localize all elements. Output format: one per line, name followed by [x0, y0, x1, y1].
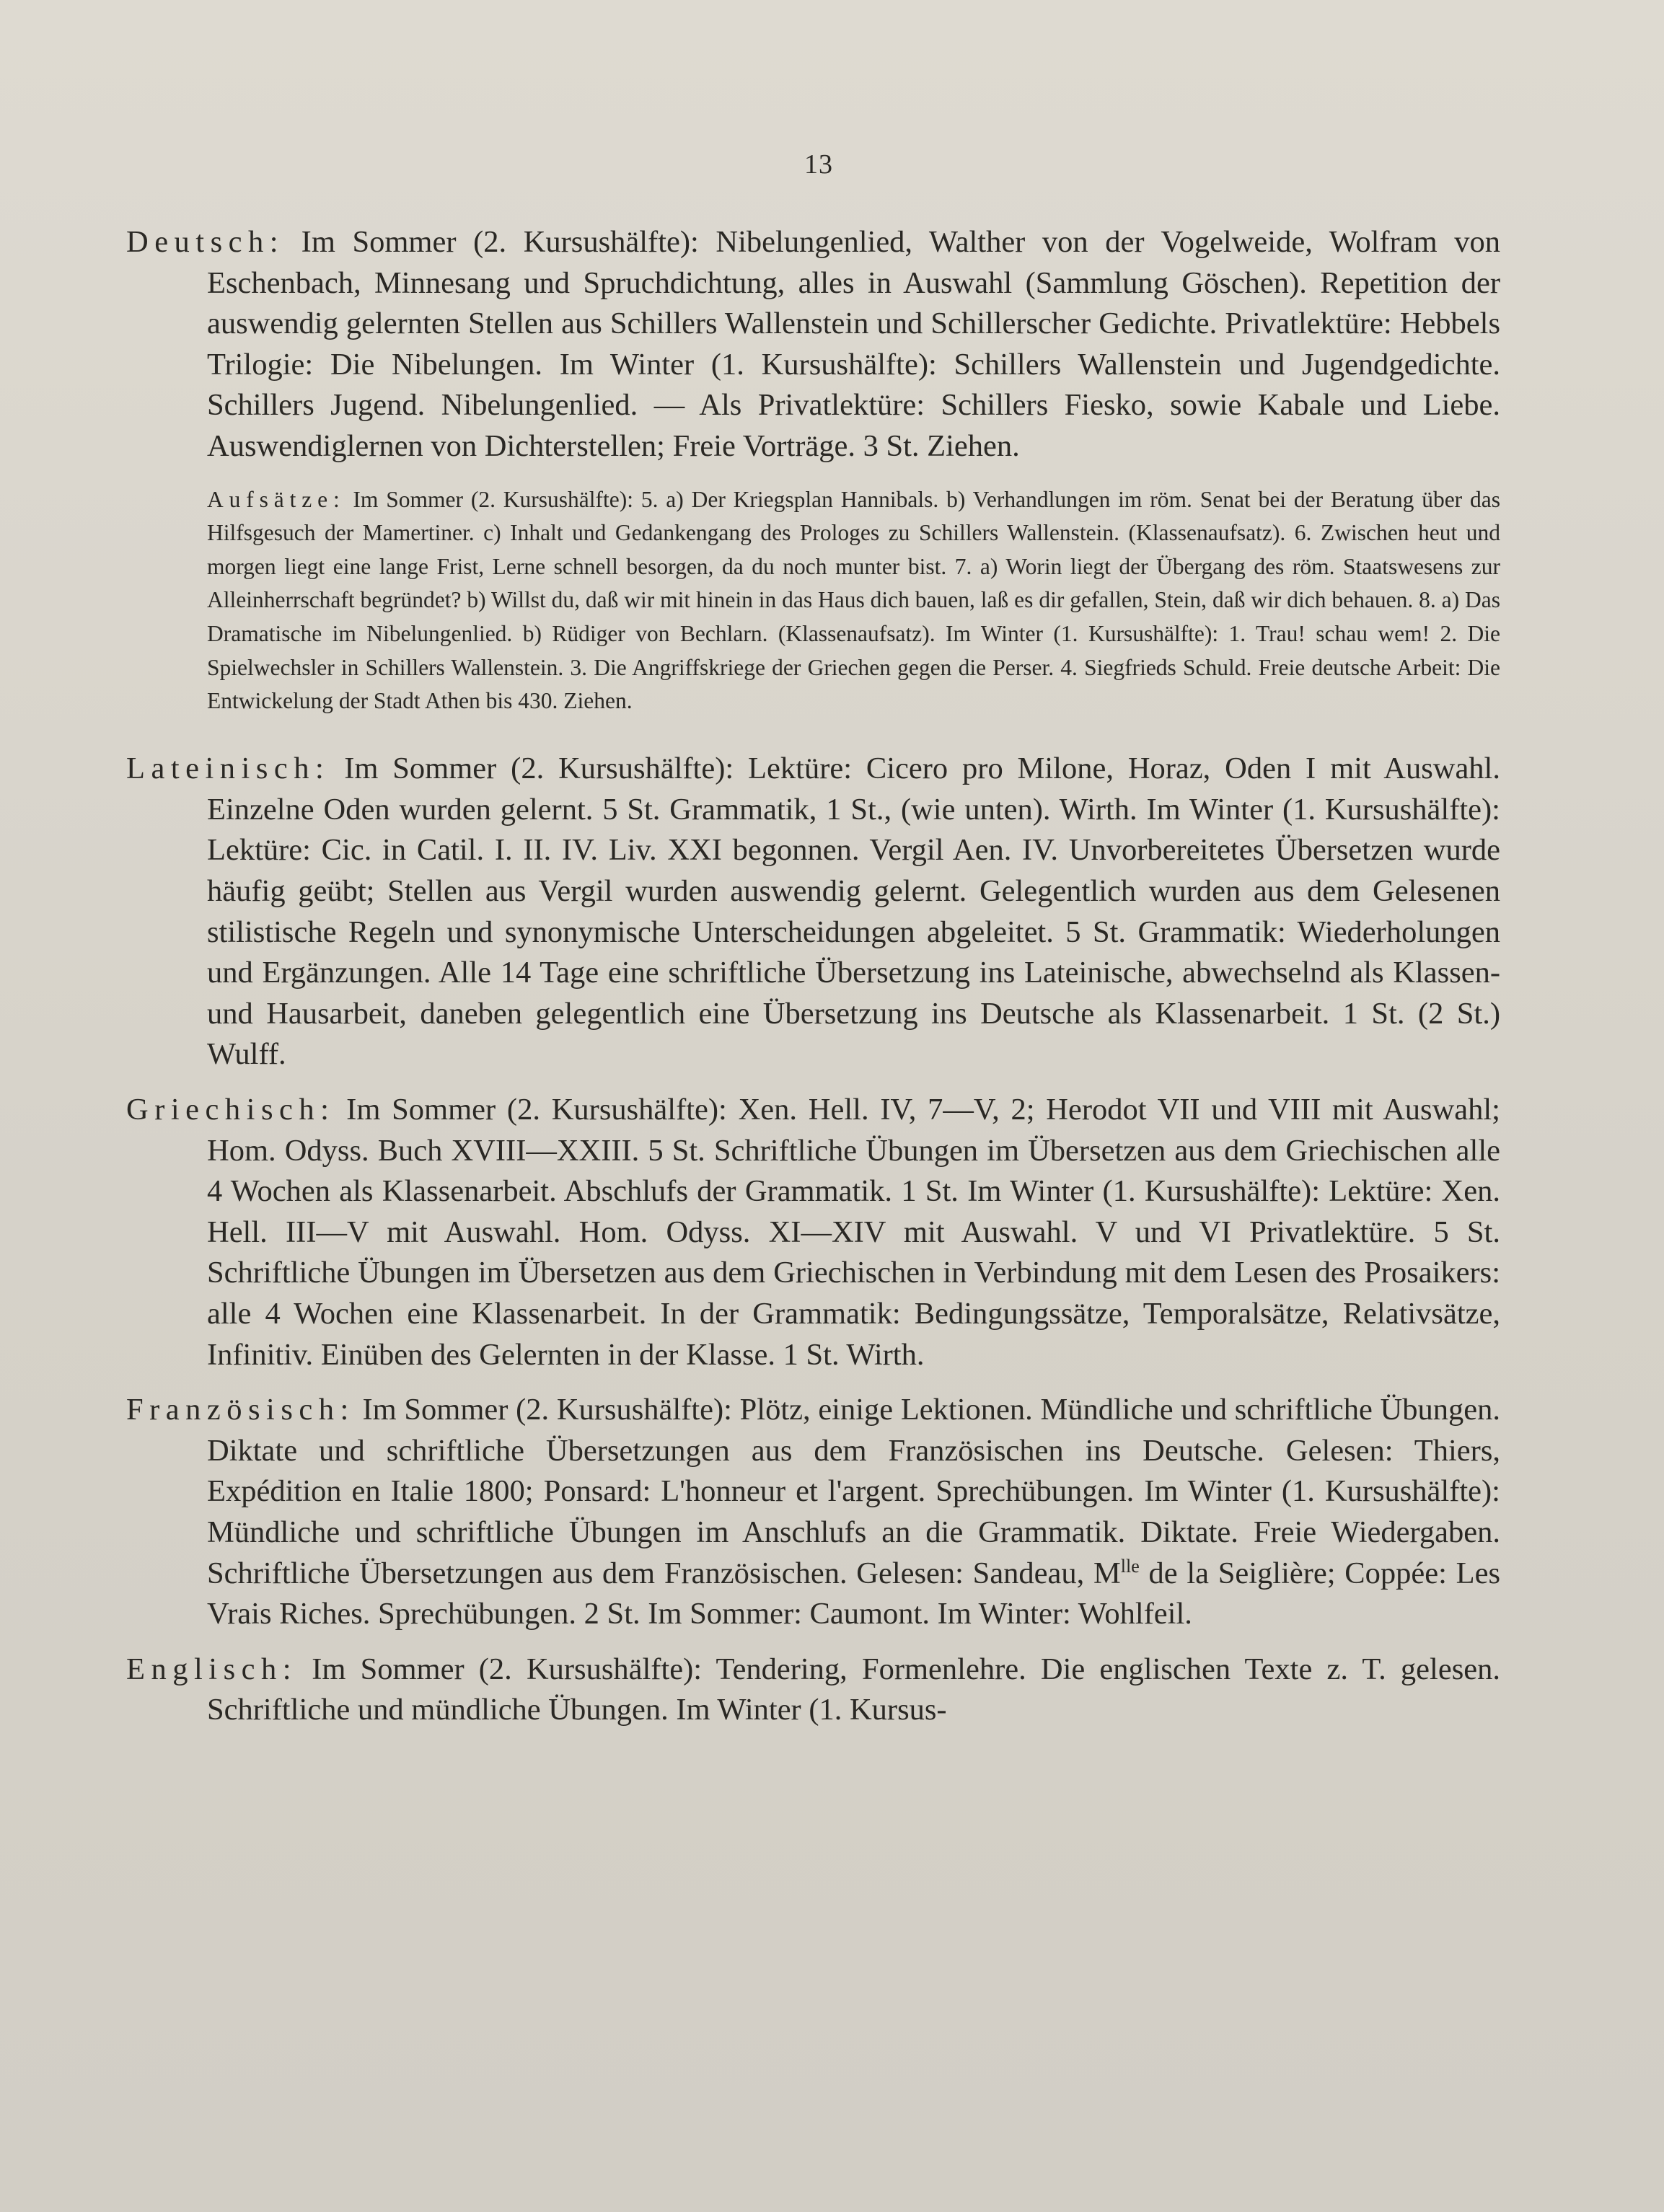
- section-text-lateinisch: Im Sommer (2. Kursushälfte): Lektüre: Cicero pro Milone, Horaz, Oden I mit Auswahl. Einzelne Oden wurden gelernt. 5 St. Grammatik, 1 St., (wie unten). Wirth. Im Winter (1. Kursushälfte): Lektüre: Cic. in Catil. I. II. IV. Liv. XXI begonnen. Vergil Aen. IV. Unvorbereitetes Übersetzen wurde häufig geübt; Stellen aus Vergil wurden auswendig gelernt. Gelegentlich wurden aus dem Gelesenen stilistische Regeln und synonymische Unterscheidungen abgeleitet. 5 St. Grammatik: Wiederholungen und Ergänzungen. Alle 14 Tage eine schriftliche Übersetzung ins Lateinische, abwechselnd als Klassen- und Hausarbeit, daneben gelegentlich eine Übersetzung ins Deutsche als Klassenarbeit. 1 St. (2 St.) Wulff.: [207, 752, 1500, 1072]
- section-lateinisch: [126, 749, 1500, 1075]
- page-body: [126, 222, 1500, 1731]
- section-text-franzoesisch-part2: de la Seiglière; Coppée: Les Vrais Riches. Sprechübungen. 2 St. Im Sommer: Caumont. Im Winter: Wohlfeil.: [207, 1556, 1500, 1631]
- section-text-deutsch: Im Sommer (2. Kursushälfte): Nibelungenlied, Walther von der Vogelweide, Wolfram von Eschenbach, Minnesang und Spruchdichtung, alles in Auswahl (Sammlung Göschen). Repetition der auswendig gelernten Stellen aus Schillers Wallenstein und Schillerscher Gedichte. Privatlektüre: Hebbels Trilogie: Die Nibelungen. Im Winter (1. Kursushälfte): Schillers Wallenstein und Jugendgedichte. Schillers Jugend. Nibelungenlied. — Als Privatlektüre: Schillers Fiesko, sowie Kabale und Liebe. Auswendiglernen von Dichterstellen; Freie Vorträge. 3 St. Ziehen.: [207, 225, 1500, 463]
- section-text-englisch: Im Sommer (2. Kursushälfte): Tendering, Formenlehre. Die englischen Texte z. T. gelesen. Schriftliche und mündliche Übungen. Im Winter (1. Kursus-: [207, 1652, 1500, 1727]
- superscript-lle: lle: [1120, 1555, 1140, 1577]
- section-heading-griechisch: Griechisch:: [126, 1092, 335, 1127]
- section-text-griechisch: Im Sommer (2. Kursushälfte): Xen. Hell. IV, 7—V, 2; Herodot VII und VIII mit Auswahl; Hom. Odyss. Buch XVIII—XXIII. 5 St. Schriftliche Übungen im Übersetzen aus dem Griechischen alle 4 Wochen als Klassenarbeit. Abschlufs der Grammatik. 1 St. Im Winter (1. Kursushälfte): Lektüre: Xen. Hell. III—V mit Auswahl. Hom. Odyss. XI—XIV mit Auswahl. V und VI Privatlektüre. 5 St. Schriftliche Übungen im Übersetzen aus dem Griechischen in Verbindung mit dem Lesen des Prosaikers: alle 4 Wochen eine Klassenarbeit. In der Grammatik: Bedingungssätze, Temporalsätze, Relativsätze, Infinitiv. Einüben des Gelernten in der Klasse. 1 St. Wirth.: [207, 1092, 1500, 1372]
- section-deutsch: [126, 222, 1500, 467]
- section-heading-deutsch: Deutsch:: [126, 225, 285, 259]
- essays-text: Im Sommer (2. Kursushälfte): 5. a) Der Kriegsplan Hannibals. b) Verhandlungen im röm. Senat bei der Beratung über das Hilfsgesuch der Mamertiner. c) Inhalt und Gedankengang des Prologes zu Schillers Wallenstein. (Klassenaufsatz). 6. Zwischen heut und morgen liegt eine lange Frist, Lerne schnell besorgen, da du noch munter bist. 7. a) Worin liegt der Übergang des röm. Staatswesens zur Alleinherrschaft begründet? b) Willst du, daß wir mit hinein in das Haus dich bauen, laß es dir gefallen, Stein, daß wir dich behauen. 8. a) Das Dramatische im Nibelungenlied. b) Rüdiger von Bechlarn. (Klassenaufsatz). Im Winter (1. Kursushälfte): 1. Trau! schau wem! 2. Die Spielwechsler in Schillers Wallenstein. 3. Die Angriffskriege der Griechen gegen die Perser. 4. Siegfrieds Schuld. Freie deutsche Arbeit: Die Entwickelung der Stadt Athen bis 430. Ziehen.: [207, 486, 1500, 714]
- section-heading-englisch: Englisch:: [126, 1652, 298, 1686]
- section-heading-franzoesisch: Französisch:: [126, 1393, 355, 1427]
- section-franzoesisch: [126, 1390, 1500, 1635]
- page-number: 13: [804, 149, 833, 180]
- section-heading-lateinisch: Lateinisch:: [126, 752, 330, 786]
- section-griechisch: [126, 1090, 1500, 1375]
- essays-paragraph: [126, 483, 1500, 718]
- essays-heading: Aufsätze:: [207, 486, 345, 512]
- section-text-franzoesisch-part1: Im Sommer (2. Kursushälfte): Plötz, einige Lektionen. Mündliche und schriftliche Übungen. Diktate und schriftliche Übersetzungen aus dem Französischen ins Deutsche. Gelesen: Thiers, Expédition en Italie 1800; Ponsard: L'honneur et l'argent. Sprechübungen. Im Winter (1. Kursushälfte): Mündliche und schriftliche Übungen im Anschlufs an die Grammatik. Diktate. Freie Wiedergaben. Schriftliche Übersetzungen aus dem Französischen. Gelesen: Sandeau, M: [207, 1393, 1500, 1590]
- section-englisch: [126, 1649, 1500, 1731]
